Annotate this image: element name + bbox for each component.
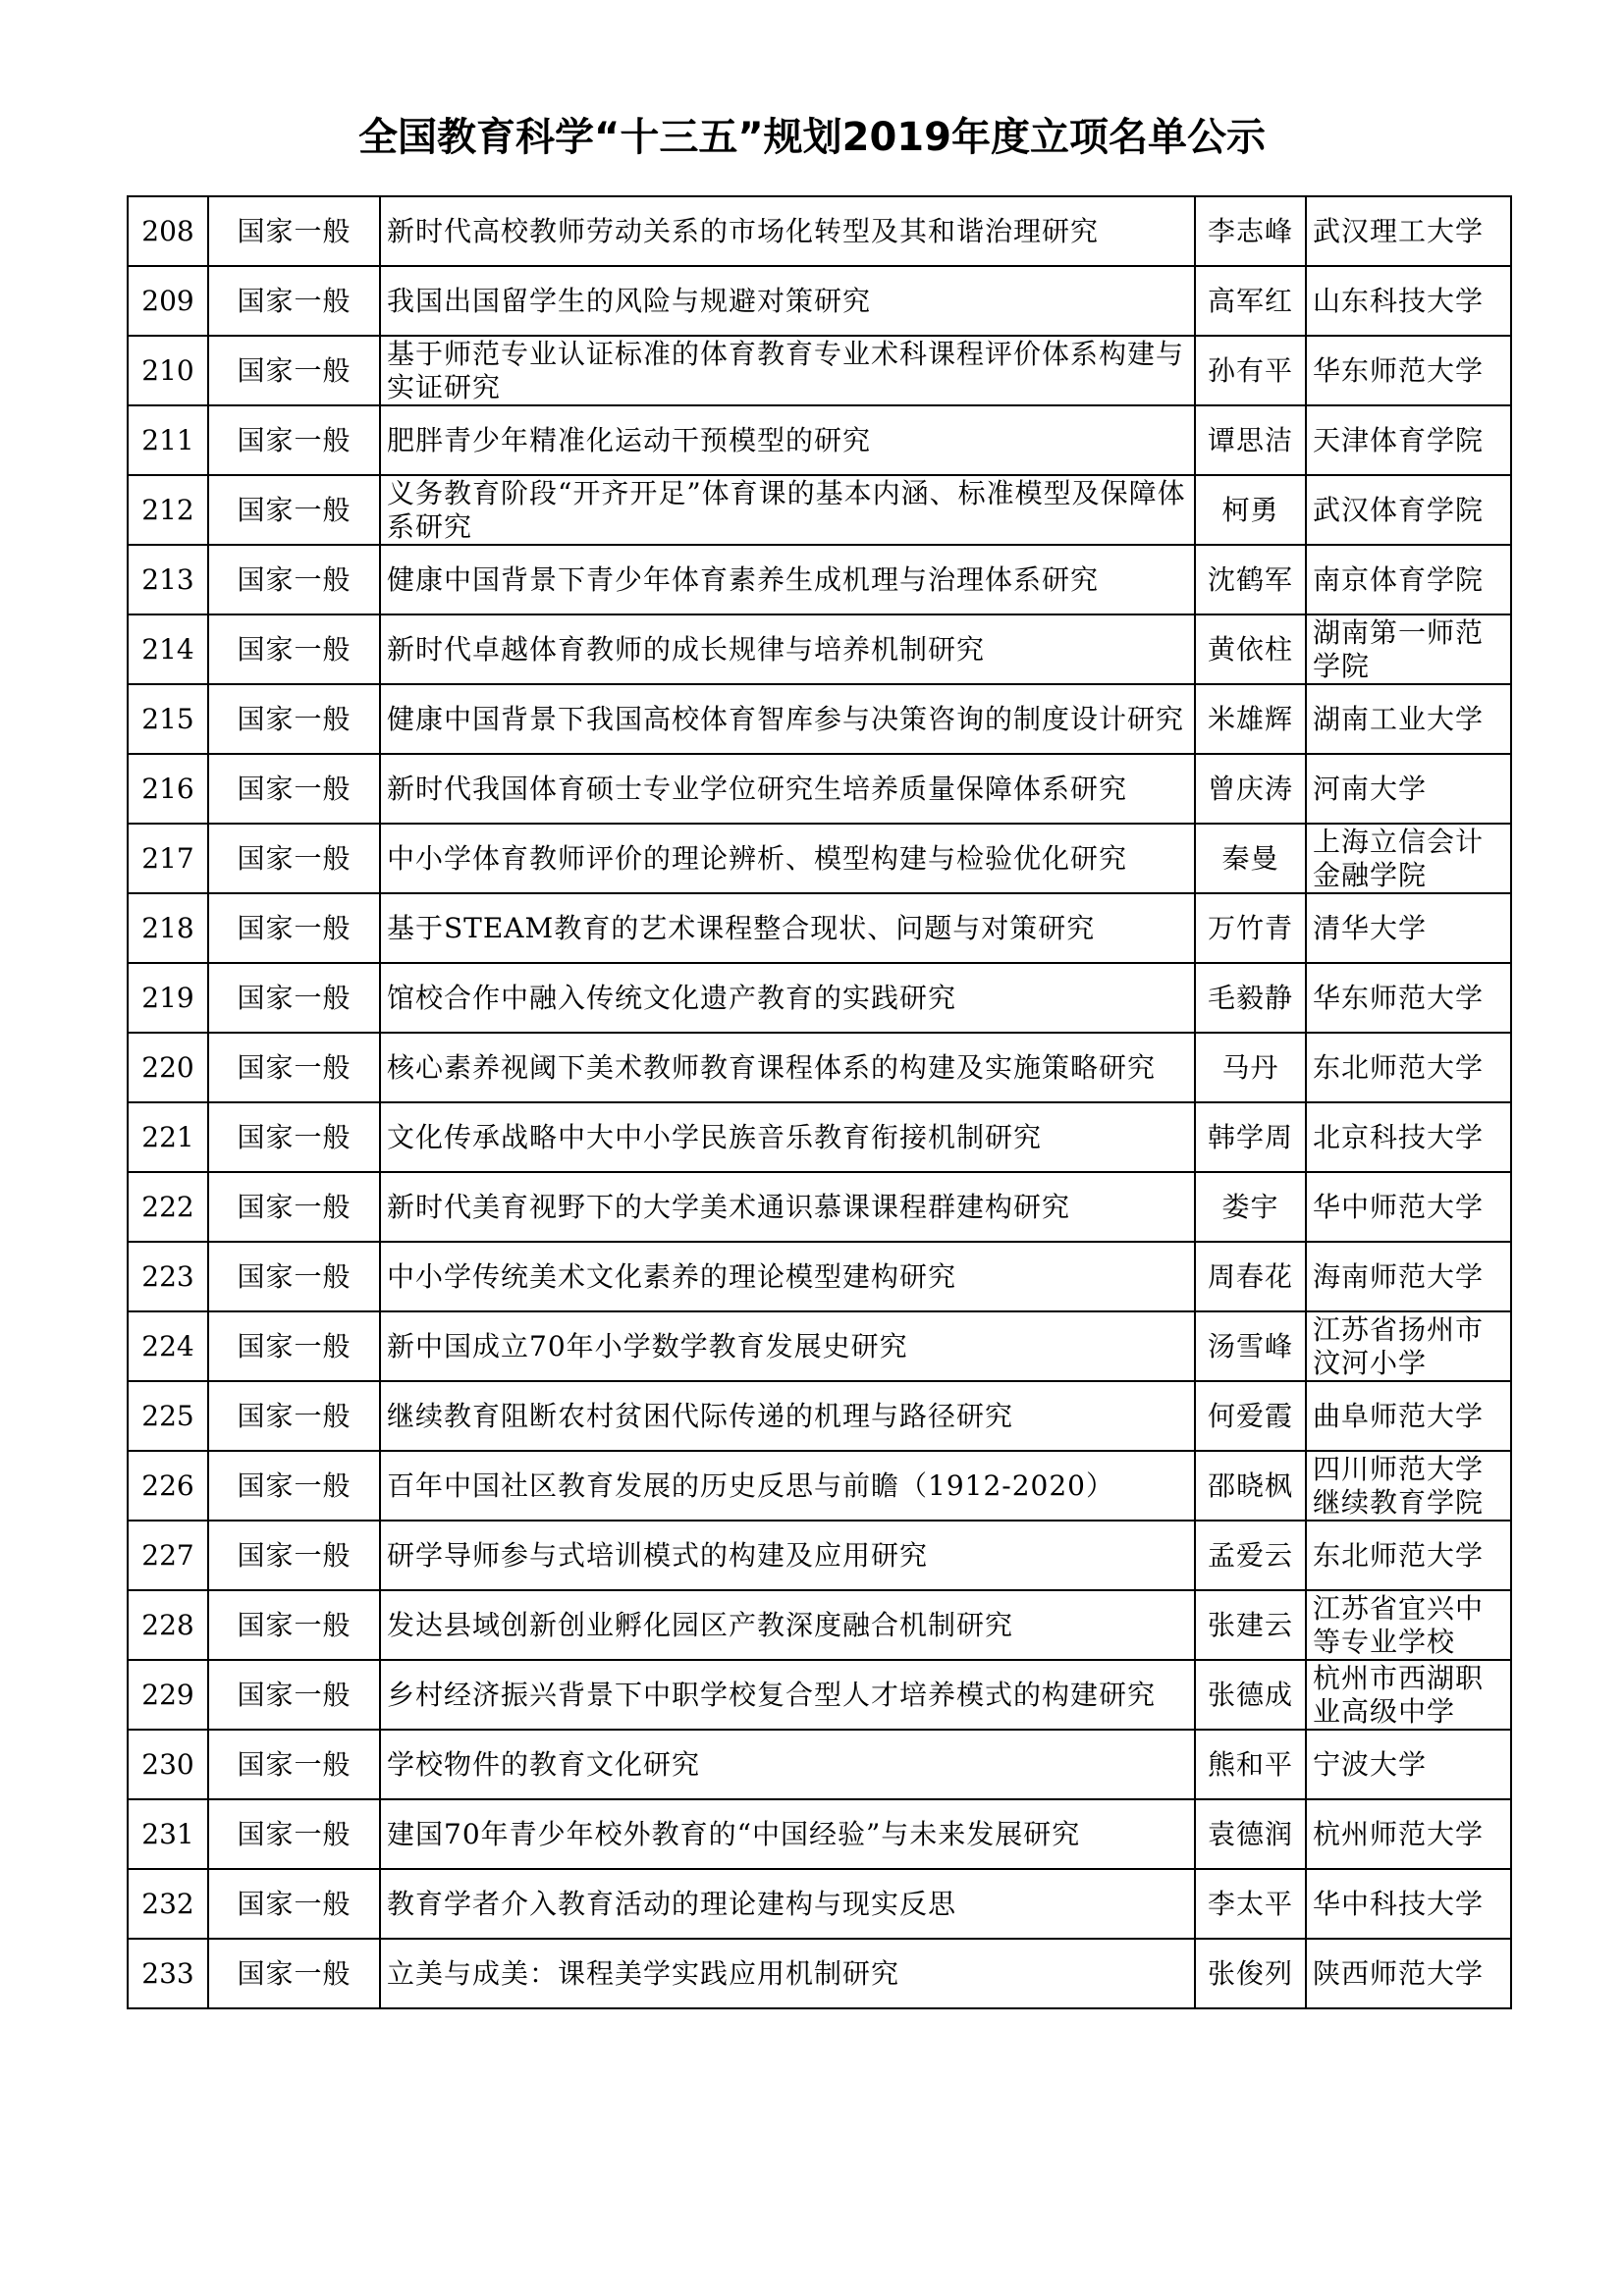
principal-name-cell-text: 米雄辉 <box>1207 702 1293 735</box>
project-number-cell <box>128 754 208 824</box>
project-number-cell <box>128 1730 208 1799</box>
project-category-cell <box>208 545 380 614</box>
project-category-cell-text: 国家一般 <box>237 911 352 944</box>
project-title-cell-text: 新时代高校教师劳动关系的市场化转型及其和谐治理研究 <box>387 214 1100 247</box>
project-category-cell <box>208 1381 380 1451</box>
project-number-cell-text: 231 <box>141 1817 194 1850</box>
table-row <box>128 1242 1511 1311</box>
project-number-cell <box>128 824 208 893</box>
project-category-cell-text: 国家一般 <box>237 493 352 526</box>
principal-name-cell <box>1195 336 1306 405</box>
project-title-cell-text: 核心素养视阈下美术教师教育课程体系的构建及实施策略研究 <box>387 1050 1157 1084</box>
project-category-cell <box>208 1242 380 1311</box>
institution-cell <box>1306 1521 1511 1590</box>
project-title-cell-text: 中小学传统美术文化素养的理论模型建构研究 <box>387 1259 957 1293</box>
institution-cell <box>1306 1311 1511 1381</box>
project-category-cell-text: 国家一般 <box>237 1259 352 1293</box>
table-row <box>128 405 1511 475</box>
project-title-cell-text: 百年中国社区教育发展的历史反思与前瞻（1912-2020） <box>387 1468 1114 1502</box>
principal-name-cell <box>1195 1869 1306 1939</box>
project-title-cell-text: 健康中国背景下我国高校体育智库参与决策咨询的制度设计研究 <box>387 702 1185 735</box>
institution-cell <box>1306 1730 1511 1799</box>
table-row <box>128 1521 1511 1590</box>
project-number-cell <box>128 963 208 1033</box>
project-category-cell-text: 国家一般 <box>237 1050 352 1084</box>
institution-cell-text: 杭州师范大学 <box>1313 1817 1485 1850</box>
project-number-cell-text: 209 <box>141 284 194 317</box>
table-row <box>128 1939 1511 2008</box>
project-category-cell-text: 国家一般 <box>237 981 352 1014</box>
principal-name-cell <box>1195 475 1306 545</box>
principal-name-cell-text: 沈鹤军 <box>1207 562 1293 596</box>
institution-cell-text: 江苏省扬州市汶河小学 <box>1313 1312 1485 1379</box>
institution-cell-text: 华东师范大学 <box>1313 981 1485 1014</box>
table-row <box>128 545 1511 614</box>
project-number-cell-text: 225 <box>141 1399 194 1432</box>
institution-cell-text: 北京科技大学 <box>1313 1120 1485 1153</box>
project-title-cell-text: 学校物件的教育文化研究 <box>387 1747 701 1781</box>
project-category-cell-text: 国家一般 <box>237 841 352 875</box>
project-title-cell-text: 基于师范专业认证标准的体育教育专业术科课程评价体系构建与实证研究 <box>387 337 1185 403</box>
principal-name-cell <box>1195 1033 1306 1102</box>
project-category-cell <box>208 1869 380 1939</box>
principal-name-cell <box>1195 266 1306 336</box>
project-title-cell <box>380 824 1195 893</box>
principal-name-cell <box>1195 1451 1306 1521</box>
project-title-cell <box>380 754 1195 824</box>
project-number-cell <box>128 614 208 684</box>
project-category-cell-text: 国家一般 <box>237 423 352 456</box>
table-row <box>128 1102 1511 1172</box>
table-row <box>128 614 1511 684</box>
table-row <box>128 963 1511 1033</box>
project-category-cell-text: 国家一般 <box>237 1887 352 1920</box>
project-category-cell <box>208 475 380 545</box>
project-number-cell <box>128 1033 208 1102</box>
principal-name-cell-text: 李志峰 <box>1207 214 1293 247</box>
project-title-cell-text: 发达县域创新创业孵化园区产教深度融合机制研究 <box>387 1608 1014 1641</box>
principal-name-cell <box>1195 545 1306 614</box>
project-title-cell-text: 义务教育阶段“开齐开足”体育课的基本内涵、标准模型及保障体系研究 <box>387 476 1186 543</box>
project-title-cell-text: 文化传承战略中大中小学民族音乐教育衔接机制研究 <box>387 1120 1043 1153</box>
principal-name-cell-text: 黄依柱 <box>1207 632 1293 666</box>
project-number-cell-text: 208 <box>141 214 194 247</box>
principal-name-cell <box>1195 196 1306 266</box>
table-row <box>128 336 1511 405</box>
table-row <box>128 824 1511 893</box>
principal-name-cell <box>1195 1242 1306 1311</box>
principal-name-cell-text: 汤雪峰 <box>1207 1329 1293 1362</box>
principal-name-cell-text: 孟爱云 <box>1207 1538 1293 1572</box>
project-category-cell-text: 国家一般 <box>237 632 352 666</box>
project-number-cell-text: 224 <box>141 1329 194 1362</box>
institution-cell-text: 上海立信会计金融学院 <box>1313 825 1485 891</box>
institution-cell-text: 杭州市西湖职业高级中学 <box>1313 1661 1485 1728</box>
project-number-cell <box>128 1102 208 1172</box>
project-title-cell-text: 基于STEAM教育的艺术课程整合现状、问题与对策研究 <box>387 911 1096 944</box>
project-category-cell <box>208 1521 380 1590</box>
institution-cell-text: 曲阜师范大学 <box>1313 1399 1485 1432</box>
project-category-cell <box>208 1033 380 1102</box>
project-title-cell <box>380 1451 1195 1521</box>
page-title: 全国教育科学“十三五”规划2019年度立项名单公示 <box>358 115 1266 160</box>
project-number-cell-text: 219 <box>141 981 194 1014</box>
institution-cell-text: 湖南第一师范学院 <box>1313 615 1485 682</box>
project-number-cell-text: 221 <box>141 1120 194 1153</box>
project-category-cell <box>208 893 380 963</box>
institution-cell-text: 湖南工业大学 <box>1313 702 1485 735</box>
project-title-cell-text: 肥胖青少年精准化运动干预模型的研究 <box>387 423 872 456</box>
project-number-cell <box>128 336 208 405</box>
principal-name-cell <box>1195 405 1306 475</box>
principal-name-cell-text: 孙有平 <box>1207 353 1293 387</box>
project-category-cell <box>208 196 380 266</box>
principal-name-cell-text: 谭思洁 <box>1207 423 1293 456</box>
institution-cell <box>1306 1590 1511 1660</box>
project-number-cell <box>128 1799 208 1869</box>
principal-name-cell-text: 熊和平 <box>1207 1747 1293 1781</box>
principal-name-cell-text: 万竹青 <box>1207 911 1293 944</box>
project-number-cell-text: 218 <box>141 911 194 944</box>
project-number-cell-text: 222 <box>141 1190 194 1223</box>
institution-cell-text: 武汉体育学院 <box>1313 493 1485 526</box>
project-category-cell <box>208 684 380 754</box>
institution-cell <box>1306 1451 1511 1521</box>
institution-cell <box>1306 1869 1511 1939</box>
project-number-cell-text: 214 <box>141 632 194 666</box>
institution-cell-text: 陕西师范大学 <box>1313 1956 1485 1990</box>
project-number-cell <box>128 1939 208 2008</box>
project-number-cell <box>128 1172 208 1242</box>
institution-cell <box>1306 754 1511 824</box>
institution-cell-text: 南京体育学院 <box>1313 562 1485 596</box>
institution-cell <box>1306 475 1511 545</box>
table-row <box>128 893 1511 963</box>
project-category-cell <box>208 963 380 1033</box>
table-row <box>128 1869 1511 1939</box>
project-number-cell-text: 217 <box>141 841 194 875</box>
project-number-cell-text: 228 <box>141 1608 194 1641</box>
principal-name-cell <box>1195 1381 1306 1451</box>
principal-name-cell <box>1195 1660 1306 1730</box>
table-row <box>128 266 1511 336</box>
project-number-cell-text: 229 <box>141 1678 194 1711</box>
project-category-cell-text: 国家一般 <box>237 284 352 317</box>
institution-cell <box>1306 1242 1511 1311</box>
table-row <box>128 1660 1511 1730</box>
project-category-cell-text: 国家一般 <box>237 1678 352 1711</box>
project-title-cell <box>380 963 1195 1033</box>
principal-name-cell <box>1195 1311 1306 1381</box>
project-number-cell <box>128 1242 208 1311</box>
institution-cell-text: 河南大学 <box>1313 772 1428 805</box>
principal-name-cell <box>1195 1172 1306 1242</box>
project-number-cell-text: 220 <box>141 1050 194 1084</box>
project-category-cell <box>208 1311 380 1381</box>
principal-name-cell-text: 毛毅静 <box>1207 981 1293 1014</box>
institution-cell-text: 东北师范大学 <box>1313 1538 1485 1572</box>
project-title-cell <box>380 1730 1195 1799</box>
project-category-cell <box>208 1730 380 1799</box>
project-category-cell-text: 国家一般 <box>237 214 352 247</box>
principal-name-cell <box>1195 1799 1306 1869</box>
principal-name-cell-text: 张建云 <box>1207 1608 1293 1641</box>
project-title-cell-text: 中小学体育教师评价的理论辨析、模型构建与检验优化研究 <box>387 841 1128 875</box>
principal-name-cell-text: 李太平 <box>1207 1887 1293 1920</box>
project-number-cell <box>128 1381 208 1451</box>
project-title-cell <box>380 545 1195 614</box>
institution-cell <box>1306 963 1511 1033</box>
project-title-cell <box>380 1311 1195 1381</box>
institution-cell <box>1306 1033 1511 1102</box>
project-category-cell-text: 国家一般 <box>237 1190 352 1223</box>
principal-name-cell <box>1195 1590 1306 1660</box>
project-category-cell-text: 国家一般 <box>237 562 352 596</box>
principal-name-cell-text: 张俊列 <box>1207 1956 1293 1990</box>
project-title-cell <box>380 336 1195 405</box>
principal-name-cell <box>1195 614 1306 684</box>
project-title-cell <box>380 1869 1195 1939</box>
project-number-cell <box>128 196 208 266</box>
institution-cell <box>1306 1799 1511 1869</box>
table-row <box>128 754 1511 824</box>
project-number-cell-text: 211 <box>141 423 194 456</box>
project-number-cell <box>128 1521 208 1590</box>
project-category-cell-text: 国家一般 <box>237 772 352 805</box>
project-number-cell-text: 223 <box>141 1259 194 1293</box>
project-number-cell <box>128 1869 208 1939</box>
project-category-cell <box>208 1799 380 1869</box>
principal-name-cell <box>1195 684 1306 754</box>
principal-name-cell-text: 曾庆涛 <box>1207 772 1293 805</box>
project-number-cell <box>128 893 208 963</box>
project-title-cell <box>380 1939 1195 2008</box>
project-title-cell <box>380 196 1195 266</box>
institution-cell <box>1306 1381 1511 1451</box>
institution-cell-text: 华中师范大学 <box>1313 1190 1485 1223</box>
project-title-cell-text: 研学导师参与式培训模式的构建及应用研究 <box>387 1538 929 1572</box>
project-category-cell-text: 国家一般 <box>237 1120 352 1153</box>
table-row <box>128 1730 1511 1799</box>
project-title-cell <box>380 614 1195 684</box>
project-title-cell-text: 继续教育阻断农村贫困代际传递的机理与路径研究 <box>387 1399 1014 1432</box>
principal-name-cell-text: 韩学周 <box>1207 1120 1293 1153</box>
table-row <box>128 1033 1511 1102</box>
project-category-cell <box>208 266 380 336</box>
principal-name-cell <box>1195 824 1306 893</box>
project-category-cell-text: 国家一般 <box>237 1608 352 1641</box>
institution-cell <box>1306 614 1511 684</box>
project-title-cell <box>380 1172 1195 1242</box>
project-title-cell <box>380 1381 1195 1451</box>
table-row <box>128 684 1511 754</box>
project-title-cell <box>380 1242 1195 1311</box>
project-title-cell <box>380 405 1195 475</box>
project-number-cell-text: 213 <box>141 562 194 596</box>
project-title-cell-text: 健康中国背景下青少年体育素养生成机理与治理体系研究 <box>387 562 1100 596</box>
institution-cell-text: 武汉理工大学 <box>1313 214 1485 247</box>
principal-name-cell <box>1195 963 1306 1033</box>
principal-name-cell-text: 袁德润 <box>1207 1817 1293 1850</box>
institution-cell <box>1306 1102 1511 1172</box>
principal-name-cell <box>1195 1102 1306 1172</box>
project-title-cell <box>380 893 1195 963</box>
table-row <box>128 1311 1511 1381</box>
project-title-cell <box>380 1590 1195 1660</box>
project-title-cell <box>380 684 1195 754</box>
project-title-cell <box>380 266 1195 336</box>
institution-cell <box>1306 266 1511 336</box>
institution-cell-text: 四川师范大学继续教育学院 <box>1313 1452 1485 1519</box>
project-category-cell <box>208 405 380 475</box>
project-title-cell-text: 我国出国留学生的风险与规避对策研究 <box>387 284 872 317</box>
project-number-cell <box>128 1660 208 1730</box>
project-number-cell-text: 230 <box>141 1747 194 1781</box>
project-list-table <box>127 195 1512 2009</box>
project-title-cell-text: 新中国成立70年小学数学教育发展史研究 <box>387 1329 908 1362</box>
project-category-cell-text: 国家一般 <box>237 353 352 387</box>
table-row <box>128 1381 1511 1451</box>
project-number-cell-text: 215 <box>141 702 194 735</box>
principal-name-cell-text: 秦曼 <box>1221 841 1279 875</box>
institution-cell-text: 华中科技大学 <box>1313 1887 1485 1920</box>
institution-cell <box>1306 824 1511 893</box>
project-title-cell-text: 乡村经济振兴背景下中职学校复合型人才培养模式的构建研究 <box>387 1678 1157 1711</box>
project-category-cell <box>208 1102 380 1172</box>
project-number-cell <box>128 266 208 336</box>
project-number-cell <box>128 1311 208 1381</box>
project-number-cell <box>128 1590 208 1660</box>
table-row <box>128 196 1511 266</box>
project-category-cell-text: 国家一般 <box>237 1817 352 1850</box>
institution-cell-text: 江苏省宜兴中等专业学校 <box>1313 1591 1485 1658</box>
project-number-cell-text: 233 <box>141 1956 194 1990</box>
principal-name-cell-text: 娄宇 <box>1221 1190 1279 1223</box>
principal-name-cell-text: 何爱霞 <box>1207 1399 1293 1432</box>
project-number-cell <box>128 684 208 754</box>
project-title-cell-text: 新时代美育视野下的大学美术通识慕课课程群建构研究 <box>387 1190 1071 1223</box>
institution-cell-text: 清华大学 <box>1313 911 1428 944</box>
project-category-cell-text: 国家一般 <box>237 702 352 735</box>
institution-cell <box>1306 1172 1511 1242</box>
project-number-cell-text: 210 <box>141 353 194 387</box>
project-title-cell-text: 馆校合作中融入传统文化遗产教育的实践研究 <box>387 981 957 1014</box>
institution-cell-text: 天津体育学院 <box>1313 423 1485 456</box>
institution-cell <box>1306 336 1511 405</box>
principal-name-cell-text: 马丹 <box>1221 1050 1279 1084</box>
table-row <box>128 475 1511 545</box>
principal-name-cell <box>1195 1730 1306 1799</box>
table-row <box>128 1172 1511 1242</box>
project-category-cell <box>208 754 380 824</box>
project-category-cell <box>208 614 380 684</box>
project-title-cell-text: 新时代我国体育硕士专业学位研究生培养质量保障体系研究 <box>387 772 1128 805</box>
project-category-cell <box>208 824 380 893</box>
project-number-cell <box>128 405 208 475</box>
institution-cell <box>1306 196 1511 266</box>
project-category-cell <box>208 1939 380 2008</box>
project-title-cell <box>380 1521 1195 1590</box>
project-category-cell <box>208 1451 380 1521</box>
project-number-cell-text: 216 <box>141 772 194 805</box>
principal-name-cell <box>1195 893 1306 963</box>
project-number-cell <box>128 475 208 545</box>
principal-name-cell-text: 高军红 <box>1207 284 1293 317</box>
project-title-cell <box>380 1033 1195 1102</box>
project-category-cell-text: 国家一般 <box>237 1538 352 1572</box>
principal-name-cell-text: 邵晓枫 <box>1207 1468 1293 1502</box>
project-category-cell-text: 国家一般 <box>237 1747 352 1781</box>
institution-cell <box>1306 545 1511 614</box>
project-category-cell-text: 国家一般 <box>237 1399 352 1432</box>
table-row <box>128 1451 1511 1521</box>
project-category-cell <box>208 1660 380 1730</box>
institution-cell <box>1306 405 1511 475</box>
project-category-cell <box>208 1590 380 1660</box>
project-number-cell <box>128 1451 208 1521</box>
project-title-cell <box>380 475 1195 545</box>
project-category-cell-text: 国家一般 <box>237 1468 352 1502</box>
project-title-cell <box>380 1799 1195 1869</box>
institution-cell-text: 东北师范大学 <box>1313 1050 1485 1084</box>
principal-name-cell <box>1195 1939 1306 2008</box>
project-number-cell-text: 232 <box>141 1887 194 1920</box>
project-category-cell-text: 国家一般 <box>237 1329 352 1362</box>
institution-cell-text: 华东师范大学 <box>1313 353 1485 387</box>
institution-cell-text: 山东科技大学 <box>1313 284 1485 317</box>
project-category-cell <box>208 336 380 405</box>
table-row <box>128 1590 1511 1660</box>
project-number-cell-text: 227 <box>141 1538 194 1572</box>
project-title-cell-text: 教育学者介入教育活动的理论建构与现实反思 <box>387 1887 957 1920</box>
project-number-cell-text: 212 <box>141 493 194 526</box>
principal-name-cell <box>1195 1521 1306 1590</box>
institution-cell <box>1306 1660 1511 1730</box>
institution-cell <box>1306 684 1511 754</box>
project-number-cell-text: 226 <box>141 1468 194 1502</box>
project-list-body <box>128 196 1511 2008</box>
project-category-cell-text: 国家一般 <box>237 1956 352 1990</box>
institution-cell <box>1306 893 1511 963</box>
institution-cell-text: 宁波大学 <box>1313 1747 1428 1781</box>
principal-name-cell-text: 张德成 <box>1207 1678 1293 1711</box>
project-title-cell <box>380 1660 1195 1730</box>
principal-name-cell-text: 柯勇 <box>1221 493 1279 526</box>
principal-name-cell-text: 周春花 <box>1207 1259 1293 1293</box>
project-number-cell <box>128 545 208 614</box>
project-title-cell-text: 立美与成美：课程美学实践应用机制研究 <box>387 1956 900 1990</box>
project-title-cell-text: 新时代卓越体育教师的成长规律与培养机制研究 <box>387 632 986 666</box>
project-title-cell <box>380 1102 1195 1172</box>
project-title-cell-text: 建国70年青少年校外教育的“中国经验”与未来发展研究 <box>387 1817 1081 1850</box>
project-category-cell <box>208 1172 380 1242</box>
principal-name-cell <box>1195 754 1306 824</box>
table-row <box>128 1799 1511 1869</box>
institution-cell <box>1306 1939 1511 2008</box>
institution-cell-text: 海南师范大学 <box>1313 1259 1485 1293</box>
